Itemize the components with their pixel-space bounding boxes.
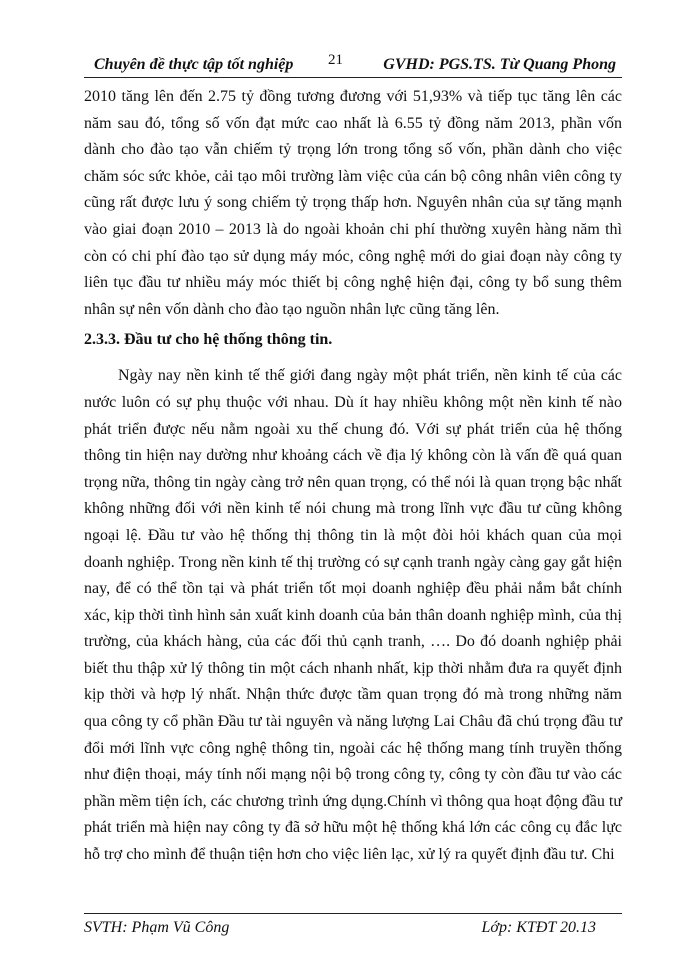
paragraph-information-systems: Ngày nay nền kinh tế thế giới đang ngày một phát triển, nền kinh tế của các nước luôn có sự phụ thuộc với nhau. Dù ít hay nhiều không một nền kinh tế nào phát triển được nếu nằm ngoài xu thế chung đó. Với sự phát triển của hệ thống thông tin hiện nay dường như khoảng cách về địa lý không còn là vấn đề quá quan trọng nữa, thông tin ngày càng trở nên quan trọng, có thể nói là quan trọng bậc nhất không những đối với nền kinh tế nói chung mà trong lĩnh vực đầu tư cũng không ngoại lệ. Đầu tư vào hệ thống thị thông tin là một đòi hỏi khách quan của mọi doanh nghiệp. Trong nền kinh tế thị trường có sự cạnh tranh ngày càng gay gắt hiện nay, để có thể tồn tại và phát triển tốt mọi doanh nghiệp đều phải nắm bắt chính xác, kịp thời tình hình sản xuất kinh doanh của bản thân doanh nghiệp mình, của thị trường, của khách hàng, của các đối thủ cạnh tranh, …. Do đó doanh nghiệp phải biết thu thập xử lý thông tin một cách nhanh nhất, kịp thời nhằm đưa ra quyết định kịp thời và hợp lý nhất. Nhận thức được tầm quan trọng đó mà trong những năm qua công ty cổ phần Đầu tư tài nguyên và năng lượng Lai Châu đã chú trọng đầu tư đổi mới lĩnh vực công nghệ thông tin, ngoài các hệ thống mang tính truyền thống như điện thoại, máy tính nối mạng nội bộ trong công ty, công ty còn đầu tư vào các phần mềm tiện ích, các chương trình ứng dụng.Chính vì thông qua hoạt động đầu tư phát triển mà hiện nay công ty đã sở hữu một hệ thống khá lớn các công cụ đắc lực hỗ trợ cho mình để thuận tiện hơn cho việc liên lạc, xử lý ra quyết định đầu tư. Chi: [84, 367, 622, 864]
footer-divider: [84, 913, 622, 914]
page-footer: [84, 919, 622, 943]
footer-class: Lớp: KTĐT 20.13: [481, 919, 596, 936]
header-report-title: Chuyên đề thực tập tốt nghiệp: [94, 56, 294, 73]
document-body: [84, 84, 622, 869]
header-supervisor: GVHD: PGS.TS. Từ Quang Phong: [383, 56, 616, 73]
footer-student: SVTH: Phạm Vũ Công: [84, 919, 230, 936]
header-divider: [84, 77, 622, 78]
page-number: 21: [328, 52, 343, 68]
paragraph-continued: 2010 tăng lên đến 2.75 tỷ đồng tương đương với 51,93% và tiếp tục tăng lên các năm sau đó, tổng số vốn đạt mức cao nhất là 6.55 tỷ đồng năm 2013, phần vốn dành cho đào tạo vẫn chiếm tỷ trọng lớn trong tổng số vốn, phần dành cho việc chăm sóc sức khỏe, cải tạo môi trường làm việc của cán bộ công nhân viên công ty cũng rất được lưu ý song chiếm tỷ trọng thấp hơn. Nguyên nhân của sự tăng mạnh vào giai đoạn 2010 – 2013 là do ngoài khoản chi phí thường xuyên hàng năm thì còn có chi phí đào tạo sử dụng máy móc, công nghệ mới do giai đoạn này công ty liên tục đầu tư nhiều máy móc thiết bị công nghệ hiện đại, công ty bổ sung thêm nhân sự nên vốn dành cho đào tạo nguồn nhân lực cũng tăng lên.: [84, 88, 622, 318]
section-heading: 2.3.3. Đầu tư cho hệ thống thông tin.: [84, 331, 333, 349]
page-header: [84, 52, 620, 78]
